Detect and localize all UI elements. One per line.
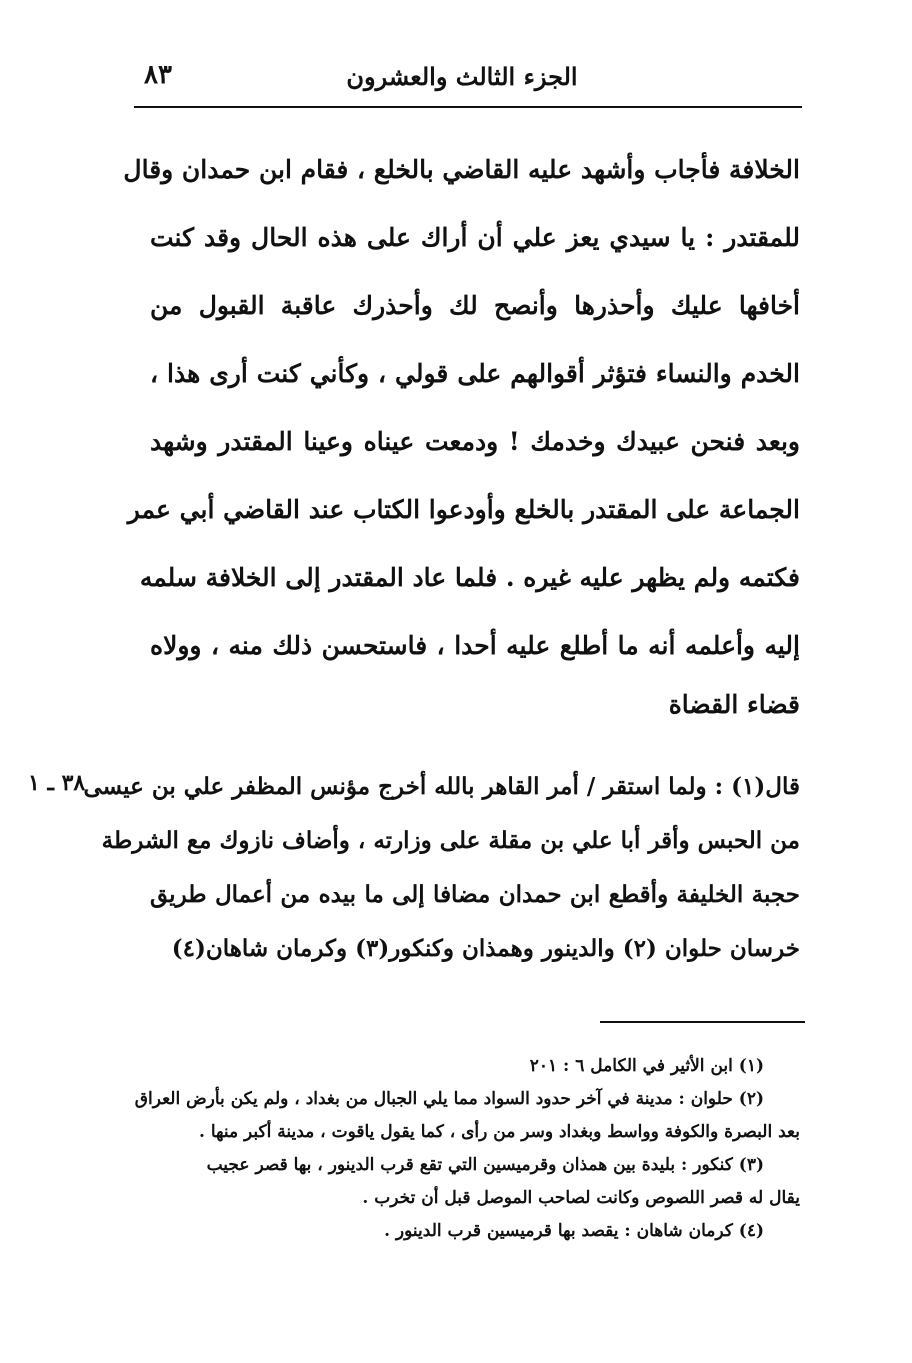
running-title: الجزء الثالث والعشرون: [346, 62, 578, 91]
text-line: قال(١) : ولما استقر / أمر القاهر بالله أخرج مؤنس المظفر علي بن عيسى: [83, 773, 800, 800]
text-line: للمقتدر : يا سيدي يعز علي أن أراك على هذه الحال وقد كنت: [150, 223, 800, 252]
page-number: ٨٣: [144, 60, 172, 90]
paragraph-1: [123, 136, 800, 730]
footnote-rule: [600, 1021, 805, 1023]
footnote-1: (١) ابن الأثير في الكامل ٦ : ٢٠١: [529, 1056, 764, 1076]
footnote-3-cont: يقال له قصر اللصوص وكانت لصاحب الموصل قبل أن تخرب .: [362, 1188, 800, 1208]
text-line: أخافها عليك وأحذرها وأنصح لك وأحذرك عاقبة القبول من: [150, 291, 800, 320]
text-line: قضاء القضاة: [668, 690, 800, 719]
margin-reference: ٣٨ ـ ١: [28, 770, 86, 796]
text-line: فكتمه ولم يظهر عليه غيره . فلما عاد المقتدر إلى الخلافة سلمه: [139, 563, 800, 592]
running-header: [140, 62, 802, 102]
footnotes: [134, 1050, 800, 1248]
footnote-4: (٤) كرمان شاهان : يقصد بها قرميسين قرب الدينور .: [384, 1221, 764, 1241]
footnote-2-cont: بعد البصرة والكوفة وواسط وبغداد وسر من رأى ، كما يقول ياقوت ، مدينة أكبر منها .: [198, 1122, 800, 1142]
text-line: من الحبس وأقر أبا علي بن مقلة على وزارته ، وأضاف نازوك مع الشرطة: [101, 827, 800, 854]
text-line: الخدم والنساء فتؤثر أقوالهم على قولي ، وكأني كنت أرى هذا ،: [150, 359, 800, 388]
footnote-2: (٢) حلوان : مدينة في آخر حدود السواد مما يلي الجبال من بغداد ، ولم يكن بأرض العراق: [134, 1089, 764, 1109]
text-line: إليه وأعلمه أنه ما أطلع عليه أحدا ، فاستحسن ذلك منه ، وولاه: [150, 631, 800, 660]
text-line: حجبة الخليفة وأقطع ابن حمدان مضافا إلى ما بيده من أعمال طريق: [150, 881, 800, 908]
header-rule: [134, 106, 802, 108]
text-line: الجماعة على المقتدر بالخلع وأودعوا الكتاب عند القاضي أبي عمر: [127, 495, 800, 524]
text-line: الخلافة فأجاب وأشهد عليه القاضي بالخلع ، فقام ابن حمدان وقال: [123, 155, 800, 184]
footnote-3: (٣) كنكور : بليدة بين همذان وقرميسين التي تقع قرب الدينور ، بها قصر عجيب: [206, 1155, 764, 1175]
text-line: وبعد فنحن عبيدك وخدمك ! ودمعت عيناه وعينا المقتدر وشهد: [150, 427, 800, 456]
paragraph-2: [83, 760, 800, 976]
text-line: خرسان حلوان (٢) والدينور وهمذان وكنكور(٣) وكرمان شاهان(٤): [171, 935, 800, 962]
